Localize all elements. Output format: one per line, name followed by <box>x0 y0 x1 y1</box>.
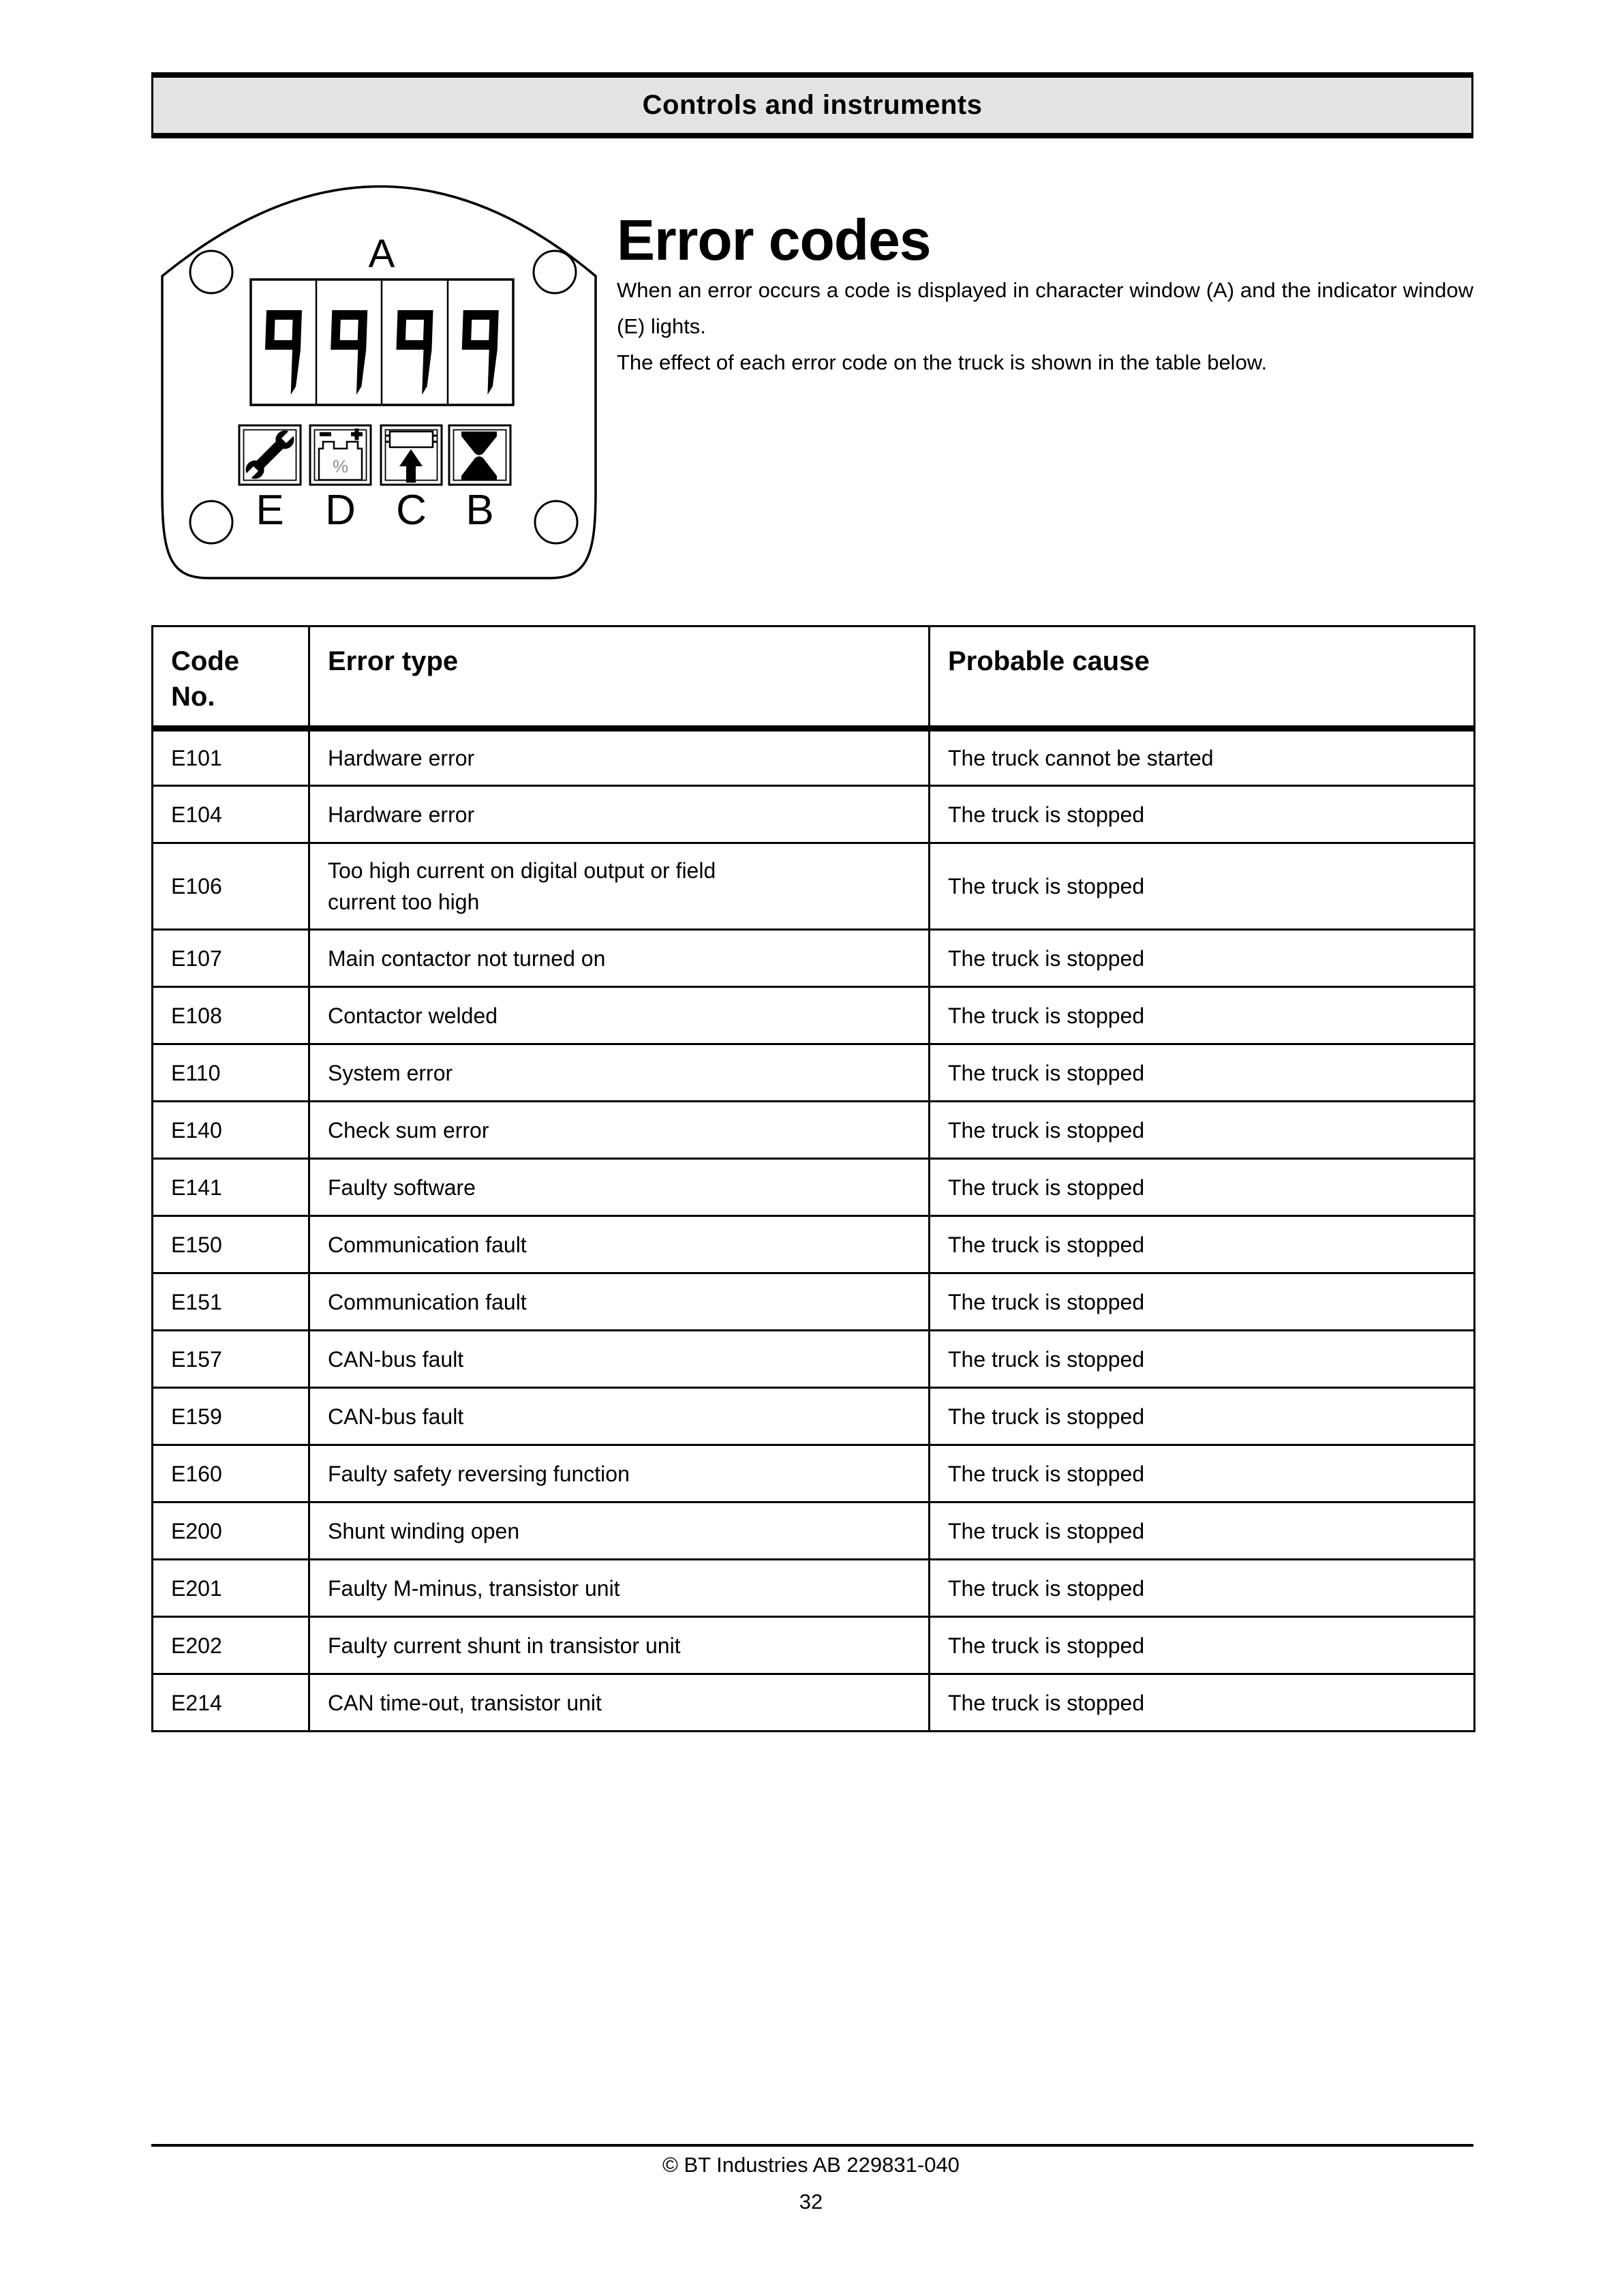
table-row <box>153 786 1475 843</box>
code-cell: E159 <box>153 1388 309 1445</box>
error-code-table <box>151 625 1475 1732</box>
table-row <box>153 843 1475 930</box>
cause-cell: The truck is stopped <box>930 1273 1475 1331</box>
code-cell: E140 <box>153 1102 309 1159</box>
cause-cell: The truck is stopped <box>930 1502 1475 1560</box>
cause-cell: The truck is stopped <box>930 1331 1475 1388</box>
code-cell: E214 <box>153 1674 309 1732</box>
error-type-cell: Main contactor not turned on <box>309 930 930 987</box>
table-row <box>153 1388 1475 1445</box>
error-type-cell: CAN-bus fault <box>309 1331 930 1388</box>
page-number: 32 <box>799 2190 823 2214</box>
error-type-cell: System error <box>309 1044 930 1102</box>
copyright-text: © BT Industries AB 229831-040 <box>662 2153 960 2177</box>
lift-indicator-label: C <box>396 487 427 534</box>
code-cell: E141 <box>153 1159 309 1216</box>
service-indicator <box>239 425 301 485</box>
error-table-header <box>153 626 1475 729</box>
table-row <box>153 1102 1475 1159</box>
code-cell: E157 <box>153 1331 309 1388</box>
cause-cell: The truck is stopped <box>930 1044 1475 1102</box>
footer-rule <box>151 2144 1473 2147</box>
table-row <box>153 1216 1475 1273</box>
hourglass-indicator-label: B <box>465 487 494 534</box>
intro-paragraph: The effect of each error code on the truck is shown in the table below. <box>617 350 1268 374</box>
error-type-cell: Communication fault <box>309 1273 930 1331</box>
table-row <box>153 987 1475 1044</box>
cause-cell: The truck is stopped <box>930 930 1475 987</box>
error-type-cell: Check sum error <box>309 1102 930 1159</box>
code-cell: E150 <box>153 1216 309 1273</box>
table-row <box>153 930 1475 987</box>
table-row <box>153 1502 1475 1560</box>
error-type-cell: Shunt winding open <box>309 1502 930 1560</box>
cause-cell: The truck is stopped <box>930 1617 1475 1674</box>
table-row <box>153 1159 1475 1216</box>
cause-cell: The truck is stopped <box>930 1674 1475 1732</box>
error-type-cell: CAN-bus fault <box>309 1388 930 1445</box>
intro-paragraph: When an error occurs a code is displayed in character window (A) and the indicator window (E) lights. <box>617 278 1473 338</box>
error-type-cell: CAN time-out, transistor unit <box>309 1674 930 1732</box>
code-cell: E104 <box>153 786 309 843</box>
code-cell: E200 <box>153 1502 309 1560</box>
cause-cell: The truck cannot be started <box>930 729 1475 786</box>
table-row <box>153 1044 1475 1102</box>
code-cell: E108 <box>153 987 309 1044</box>
code-cell: E160 <box>153 1445 309 1502</box>
section-header-label: Controls and instruments <box>642 90 983 120</box>
cause-cell: The truck is stopped <box>930 786 1475 843</box>
instrument-panel-diagram <box>154 179 604 582</box>
column-header-error: Error type <box>309 626 930 729</box>
error-table-body <box>153 729 1475 1732</box>
error-type-cell: Faulty safety reversing function <box>309 1445 930 1502</box>
battery-indicator-label: D <box>325 487 356 534</box>
cause-cell: The truck is stopped <box>930 1445 1475 1502</box>
table-row <box>153 729 1475 786</box>
table-row <box>153 1331 1475 1388</box>
table-row <box>153 1273 1475 1331</box>
cause-cell: The truck is stopped <box>930 1102 1475 1159</box>
service-indicator-label: E <box>256 487 284 534</box>
column-header-code: Code No. <box>153 626 309 729</box>
table-row <box>153 1445 1475 1502</box>
error-type-cell: Hardware error <box>309 729 930 786</box>
cause-cell: The truck is stopped <box>930 987 1475 1044</box>
error-type-cell: Contactor welded <box>309 987 930 1044</box>
code-cell: E201 <box>153 1560 309 1617</box>
cause-cell: The truck is stopped <box>930 1216 1475 1273</box>
column-header-cause: Probable cause <box>930 626 1475 729</box>
code-cell: E151 <box>153 1273 309 1331</box>
cause-cell: The truck is stopped <box>930 843 1475 930</box>
character-window <box>251 280 513 405</box>
page-title: Error codes <box>617 208 931 273</box>
cause-cell: The truck is stopped <box>930 1159 1475 1216</box>
table-row <box>153 1617 1475 1674</box>
code-cell: E106 <box>153 843 309 930</box>
section-header-bar <box>151 72 1473 138</box>
svg-text:%: % <box>332 456 349 477</box>
error-type-cell: Communication fault <box>309 1216 930 1273</box>
battery-indicator <box>310 425 371 485</box>
error-type-cell: Hardware error <box>309 786 930 843</box>
cause-cell: The truck is stopped <box>930 1388 1475 1445</box>
error-type-cell: Faulty software <box>309 1159 930 1216</box>
code-cell: E101 <box>153 729 309 786</box>
code-cell: E202 <box>153 1617 309 1674</box>
cause-cell: The truck is stopped <box>930 1560 1475 1617</box>
lift-indicator <box>381 425 442 485</box>
code-cell: E110 <box>153 1044 309 1102</box>
table-row <box>153 1560 1475 1617</box>
intro-text <box>617 272 1473 380</box>
error-type-cell: Faulty current shunt in transistor unit <box>309 1617 930 1674</box>
code-cell: E107 <box>153 930 309 987</box>
error-type-cell: Too high current on digital output or field current too high <box>309 843 930 930</box>
character-window-label: A <box>368 232 395 276</box>
error-type-cell: Faulty M-minus, transistor unit <box>309 1560 930 1617</box>
table-row <box>153 1674 1475 1732</box>
hourglass-indicator <box>449 425 510 485</box>
